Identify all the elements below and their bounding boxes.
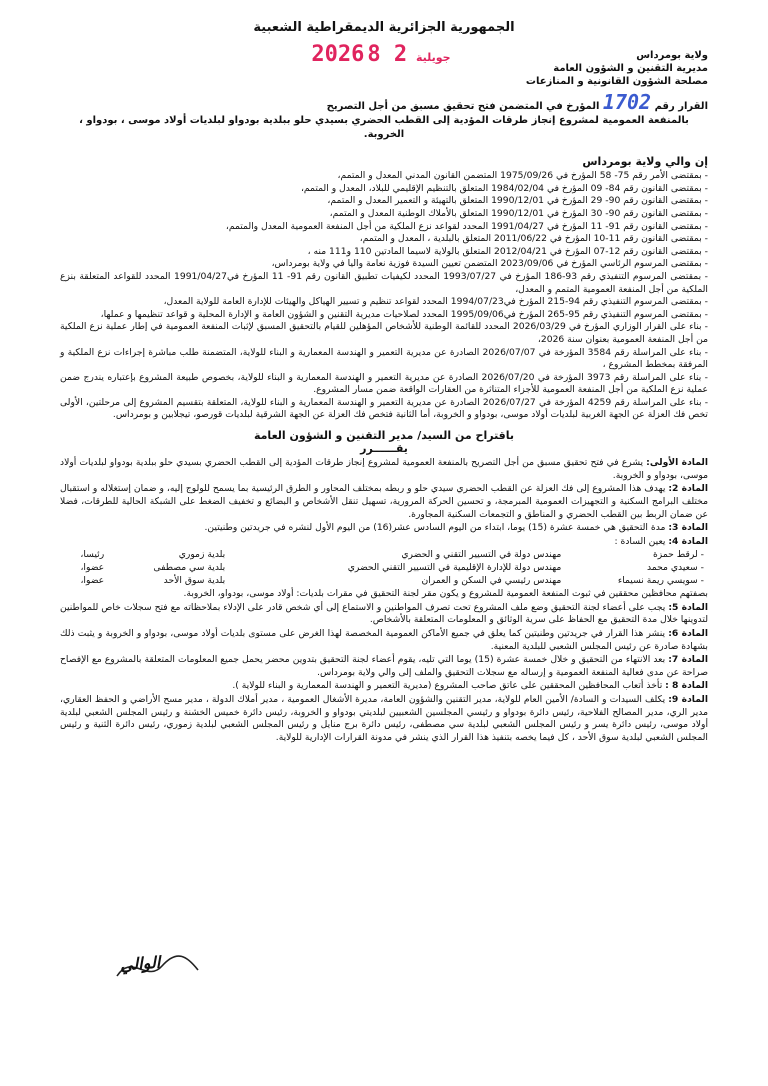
member-title: مهندس دولة للإدارة الإقليمية في التسيير التقني الحضري [347, 562, 562, 573]
article-label: المادة 7: [668, 654, 708, 666]
article-label: المادة 8 : [665, 680, 708, 692]
article-label: المادة 4: [668, 535, 708, 547]
visa-item: - بناء على القرار الوزاري المؤرخ في 2026/03/29 المحدد للقائمة الوطنية للأشخاص المؤهلين للقيام بالتحقيق المسبق لإثبات المنفعة العمومية في إطار عملية نزع الملكية من أجل المنفعة العمومية بعنوان سنة 2026، [60, 321, 708, 345]
member-title: مهندس دولة في التسيير التقني و الحضري [401, 549, 562, 561]
date-year: 2026 [311, 41, 365, 67]
visa-item: - بمقتضى المرسوم الرئاسي المؤرخ في 2023/09/06 المتضمن تعيين السيدة فوزية نعامة واليا في ولاية بومرداس، [271, 258, 708, 270]
articles-list [60, 457, 708, 548]
visa-item: - بمقتضى القانون رقم 12-07 المؤرخ في 2012/04/21 المتعلق بالولاية لاسيما المادتين 110 و111 منه ، [307, 245, 708, 257]
directorate-name: مديرية التقنين و الشؤون العامة [553, 62, 708, 74]
article-text: بصفتهم محافظين محققين في ثبوت المنفعة العمومية للمشروع و يكون مقر لجنة التحقيق في مقرات بلديات: أولاد موسى، بودواو، الخروبة. [183, 588, 708, 600]
article [60, 522, 708, 535]
member-name: - سويسي ريمة نسيماء [617, 574, 704, 586]
article [60, 457, 708, 482]
visa-item: - بمقتضى القانون رقم 90- 30 المؤرخ في 1990/12/01 المتعلق بالأملاك الوطنية المعدل و المتمم، [329, 207, 708, 219]
decision-dated: المؤرخ في [546, 100, 600, 112]
visa-item: - بمقتضى المرسوم التنفيذي رقم 94-215 المؤرخ في1994/07/23 المحدد لقواعد تنظيم و تسيير الهياكل والهيئات للإدارة العامة للولاية المعدل، [163, 296, 708, 308]
article [60, 602, 708, 627]
administration-block [526, 49, 708, 88]
signature: الوالي [119, 952, 161, 975]
article-label: المادة 5: [668, 601, 709, 613]
article-text: تأخذ أتعاب المحافظين المحققين على عاتق صاحب المشروع (مديرية التعمير و الهندسة المعمارية و البناء للولاية ). [232, 680, 663, 692]
visa-item: - بمقتضى القانون رقم 90- 29 المؤرخ في 1990/12/01 المتعلق بالتهيئة و التعمير المعدل و المتمم، [327, 195, 708, 207]
article-text: ينشر هذا القرار في جريدتين وطنيتين كما يعلق في جميع الأماكن العمومية المخصصة لهذا الغرض على مستوى بلديات أولاد موسى، بودواو و الخروبة و يثبت ذلك بشهادة صادرة عن رئيس المجلس الشعبي للبلدية المعنية. [60, 627, 708, 652]
article-text: يجب على أعضاء لجنة التحقيق وضع ملف المشروع تحت تصرف المواطنين و الاستماع إلى أي شخص قادر على الإدلاء بملاحظاته مع فتح سجلات خاص للمواطنين لتدوينها خلال مدة التحقيق مع الحفاظ على سرية الوثائق و المعلومات المتعلقة بالأشخاص. [60, 601, 708, 626]
article-text: مدة التحقيق هي خمسة عشرة (15) يوما، ابتداء من اليوم السادس عشر(16) من اليوم الأول لنشره في جريدتين وطنيتين. [204, 522, 666, 534]
visa-item: - بمقتضى المرسوم التنفيذي رقم 93-186 المؤرخ في 1993/07/27 المحدد لكيفيات تطبيق القانون رقم 91- 11 المؤرخ في1991/04/27 المحدد للقواعد المتعلقة بنزع الملكية من أجل المنفعة العمومية المتمم و المعدل، [60, 270, 708, 295]
article-label: المادة 2: [668, 483, 708, 495]
date-month: جويلية [415, 50, 451, 64]
article-label: المادة 3: [668, 522, 708, 534]
article-text: يكلف السيدات و السادة/ الأمين العام للولاية، مدير التقنين والشؤون العامة، مديرة الأشغال العمومية ، مدير أملاك الدولة ، مدير مسح الأراضي و الحفظ العقاري، مدير الري، مدير المصالح الفلاحية، رئيس دائرة بودواو و رئيسي المجلسين الشعبيين لبلديتي بودواو و الخروبة، رئيس دائرة خميس الخشنة و رئيس المجلس الشعبي لبلدية أولاد موسى، رئيس دائرة يسر و رئيس المجلس الشعبي لبلدية سي مصطفى، رئيس دائرة برج منايل و رئيس المجلس الشعبي لبلدية زموري، رئيس دائرة الثنية و رئيس المجلس الشعبي لبلدية سوق الأحد ، كل فيما يخصه بتنفيذ هذا القرار الذي ينشر في مدونة القرارات الإدارية للولاية. [60, 693, 708, 743]
wilaya-name: ولاية بومرداس [636, 49, 708, 61]
member-origin: بلدية سوق الأحد [163, 574, 226, 586]
visa-item: - بناء على المراسلة رقم 3973 المؤرخة في 2026/07/20 الصادرة عن مديرية التعمير و الهندسة المعمارية و البناء للولاية، بخصوص طبيعة المشروع بإعتباره يندرج ضمن عملية نزع الملكية من أجل المنفعة العمومية للأجزاء المتناثرة من العقارات الواقعة ضمن مسار المشروع. [60, 371, 708, 396]
decision-title: بالمنفعة العمومية لمشروع إنجاز طرقات المؤدية إلى القطب الحضري بسيدي حلو ببلدية بودواو لبلديات أولاد موسى ، بودواو ، الخروبة. [79, 114, 689, 140]
service-name: مصلحة الشؤون القانونية و المنازعات [525, 75, 708, 87]
article-text: يشرع في فتح تحقيق مسبق من أجل التصريح بالمنفعة العمومية لمشروع إنجاز طرقات المؤدية إلى القطب الحضري بسيدي حلو ببلدية بودواو لبلديات أولاد موسى، بودواو و الخروبة. [60, 457, 708, 481]
member-role: عضوا، [80, 562, 105, 573]
visa-item: - بمقتضى القانون رقم 84- 09 المؤرخ في 1984/02/04 المتعلق بالتنظيم الإقليمي للبلاد، المعدل و المتمم، [300, 182, 708, 194]
article-label: المادة 9: [668, 693, 708, 705]
decision-prefix: القرار رقم [654, 100, 708, 112]
articles-after-list [60, 588, 708, 744]
article-text: بعد الانتهاء من التحقيق و خلال خمسة عشرة (15) يوما التي تليه، يقوم أعضاء لجنة التحقيق بتدوين محضر يحمل جميع المعلومات المتعلقة بالمشروع مع الإفصاح صراحة عن مدى فعالية المنفعة العمومية و إرساله مع سجلات التحقيق والملف إلى والي ولاية بومرداس. [60, 654, 708, 678]
article [60, 536, 708, 549]
visas-list [60, 170, 708, 422]
decision-subject-start: المتضمن فتح تحقيق مسبق من أجل التصريح [326, 100, 543, 112]
member-origin: بلدية سي مصطفى [153, 562, 226, 573]
republic-title: الجمهورية الجزائرية الديمقراطية الشعبية [253, 20, 515, 35]
visa-item: - بمقتضى المرسوم التنفيذي رقم 95-265 المؤرخ في1995/09/06 المحدد لصلاحيات مديرية التقنين و الشؤون العامة و الإدارة المحلية و قواعد تنظيمها و عملها، [100, 308, 708, 320]
decree-word: يقــــــرر [360, 441, 408, 455]
article [60, 483, 708, 521]
member-row [60, 575, 708, 588]
article-text: يهدف هذا المشروع إلى فك العزلة عن القطب الحضري سيدي حلو و ربطه بمختلف المحاور و الطرق الرئيسية بما يسمح للولوج إليه، و ضمان إستغلاله و استقبال مختلف البرامج السكنية و التجهيزات العمومية المبرمجة، و تحسين الحركة المرورية، تسهيل تنقل الأشخاص و البضائع و تخفيف الضغط على الشبكة الحالية للطرقات، فضلا عن ضمان الربط بين القطب الحضري و المناطق و التجمعات السكنية المجاورة. [60, 483, 708, 520]
decision-number: 1702 [602, 89, 652, 114]
date-day: 2 8 [367, 41, 408, 67]
article [60, 694, 708, 744]
article-label: المادة 6: [668, 627, 709, 639]
member-name: - لرقط حمزة [652, 549, 704, 561]
preamble-head: إن والي ولاية بومرداس [582, 154, 708, 168]
visa-item: - بناء على المراسلة رقم 3584 المؤرخة في 2026/07/07 الصادرة عن مديرية التعمير و الهندسة المعمارية و البناء للولاية، المتضمنة طلب مباشرة إجراءات نزع الملكية و المرفقة بمخطط المشروع ، [60, 346, 708, 371]
article [60, 588, 708, 601]
member-role: عضوا، [80, 574, 105, 586]
member-row [60, 549, 708, 562]
article-text: يعين السادة : [614, 535, 666, 547]
member-row [60, 562, 708, 575]
visa-item: - بمقتضى الأمر رقم 75- 58 المؤرخ في 1975/09/26 المتضمن القانون المدني المعدل و المتمم، [337, 170, 708, 182]
visa-item: - بناء على المراسلة رقم 4259 المؤرخة في 2026/07/27 الصادرة عن مديرية التعمير و الهندسة المعمارية و البناء للولاية، المتعلقة بتقسيم المشروع إلى مرحلتين، الأولى تخص فك العزلة عن الجهة الغربية لبلديات أولاد موسى، بودواو و الخروبة، أما الثانية فتخص فك العزلة عن الجهة الشرقية لبلديات قورصو، تيجلابين و بومرداس. [60, 396, 709, 421]
article [60, 628, 708, 653]
members-table [60, 549, 708, 587]
member-title: مهندس رئيسي في السكن و العمران [421, 574, 562, 586]
member-role: رئيسا، [80, 549, 105, 561]
member-origin: بلدية زموري [178, 549, 226, 561]
visa-item: - بمقتضى القانون رقم 91- 11 المؤرخ في 1991/04/27 المحدد لقواعد نزع الملكية من أجل المنفعة العمومية المعدل والمتمم، [225, 220, 708, 232]
article [60, 680, 708, 693]
proposal-line: باقتراح من السيد/ مدير التقنين و الشؤون العامة [253, 429, 515, 443]
member-name: - سعيدي محمد [646, 562, 704, 573]
header-row [60, 41, 708, 107]
date-stamp [254, 41, 514, 79]
visa-item: - بمقتضى القانون رقم 11-10 المؤرخ في 2011/06/22 المتعلق بالبلدية ، المعدل و المتمم، [359, 233, 708, 245]
article [60, 654, 708, 679]
article-label: المادة الأولى: [646, 457, 709, 469]
